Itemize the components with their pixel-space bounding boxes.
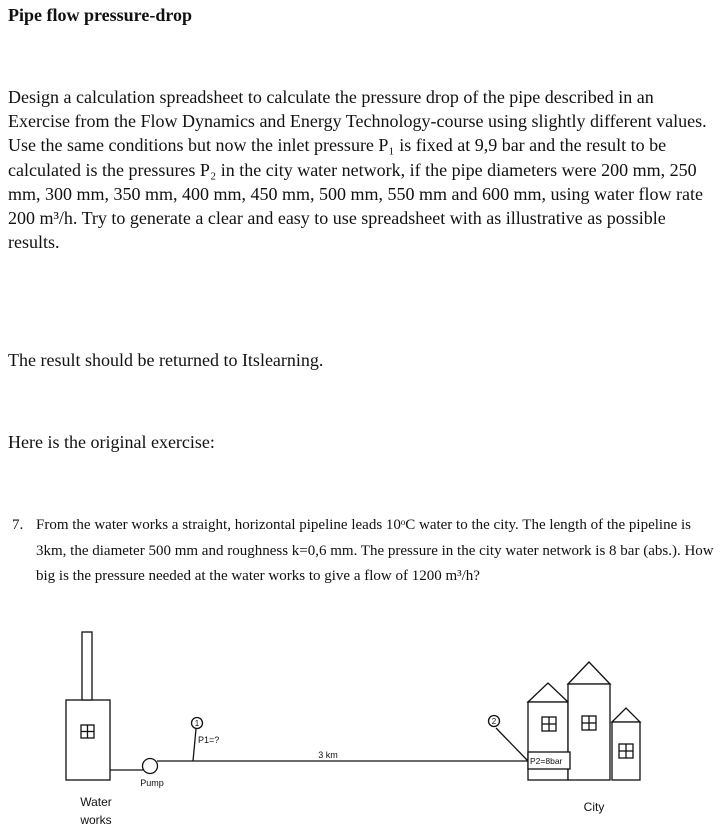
city-label: City: [583, 800, 605, 814]
water-works-label-line1: Water: [80, 795, 112, 809]
city-building-2: [568, 662, 610, 780]
point-1-number: 1: [194, 719, 200, 728]
p1-label: P1=?: [198, 735, 220, 745]
pipeline-diagram: [0, 620, 725, 832]
marker-2-leader: [496, 728, 528, 761]
page-title: Pipe flow pressure-drop: [8, 5, 193, 25]
point-2-number: 2: [491, 717, 497, 726]
pump-label: Pump: [140, 778, 164, 788]
return-note: The result should be returned to Itslearning.: [8, 350, 324, 370]
water-works-building: [66, 700, 110, 780]
exercise-number: 7.: [12, 517, 24, 533]
exercise-block: [12, 513, 718, 590]
exercise-text: From the water works a straight, horizontal pipeline leads 10ᵒC water to the city. The length of the pipeline is 3km, the diameter 500 mm and roughness k=0,6 mm. The pressure in the city water network is 8 bar (abs.). How big is the pressure needed at the water works to give a flow of 1200 m³/h?: [36, 517, 714, 584]
pipe-length-label: 3 km: [318, 750, 338, 760]
pump: [143, 759, 158, 774]
water-works-window: [81, 725, 94, 738]
city-building-3: [612, 708, 640, 780]
assignment-paragraph: Design a calculation spreadsheet to calculate the pressure drop of the pipe described in an Exercise from the Flow Dynamics and Energy Technology-course using slightly different values. Use the same conditions but now the inlet pressure P₁ is fixed at 9,9 bar and the result to be calculated is the pressures P₂ in the city water network, if the pipe diameters were 200 mm, 250 mm, 300 mm, 350 mm, 400 mm, 450 mm, 500 mm, 550 mm and 600 mm, using water flow rate 200 m³/h. Try to generate a clear and easy to use spreadsheet with as illustrative as possible results.: [8, 87, 707, 253]
marker-1-leader: [193, 729, 196, 761]
water-works-chimney: [82, 632, 92, 700]
original-exercise-intro: Here is the original exercise:: [8, 432, 215, 452]
water-works-label-line2: works: [80, 813, 112, 827]
p2-label: P2=8bar: [530, 756, 563, 766]
